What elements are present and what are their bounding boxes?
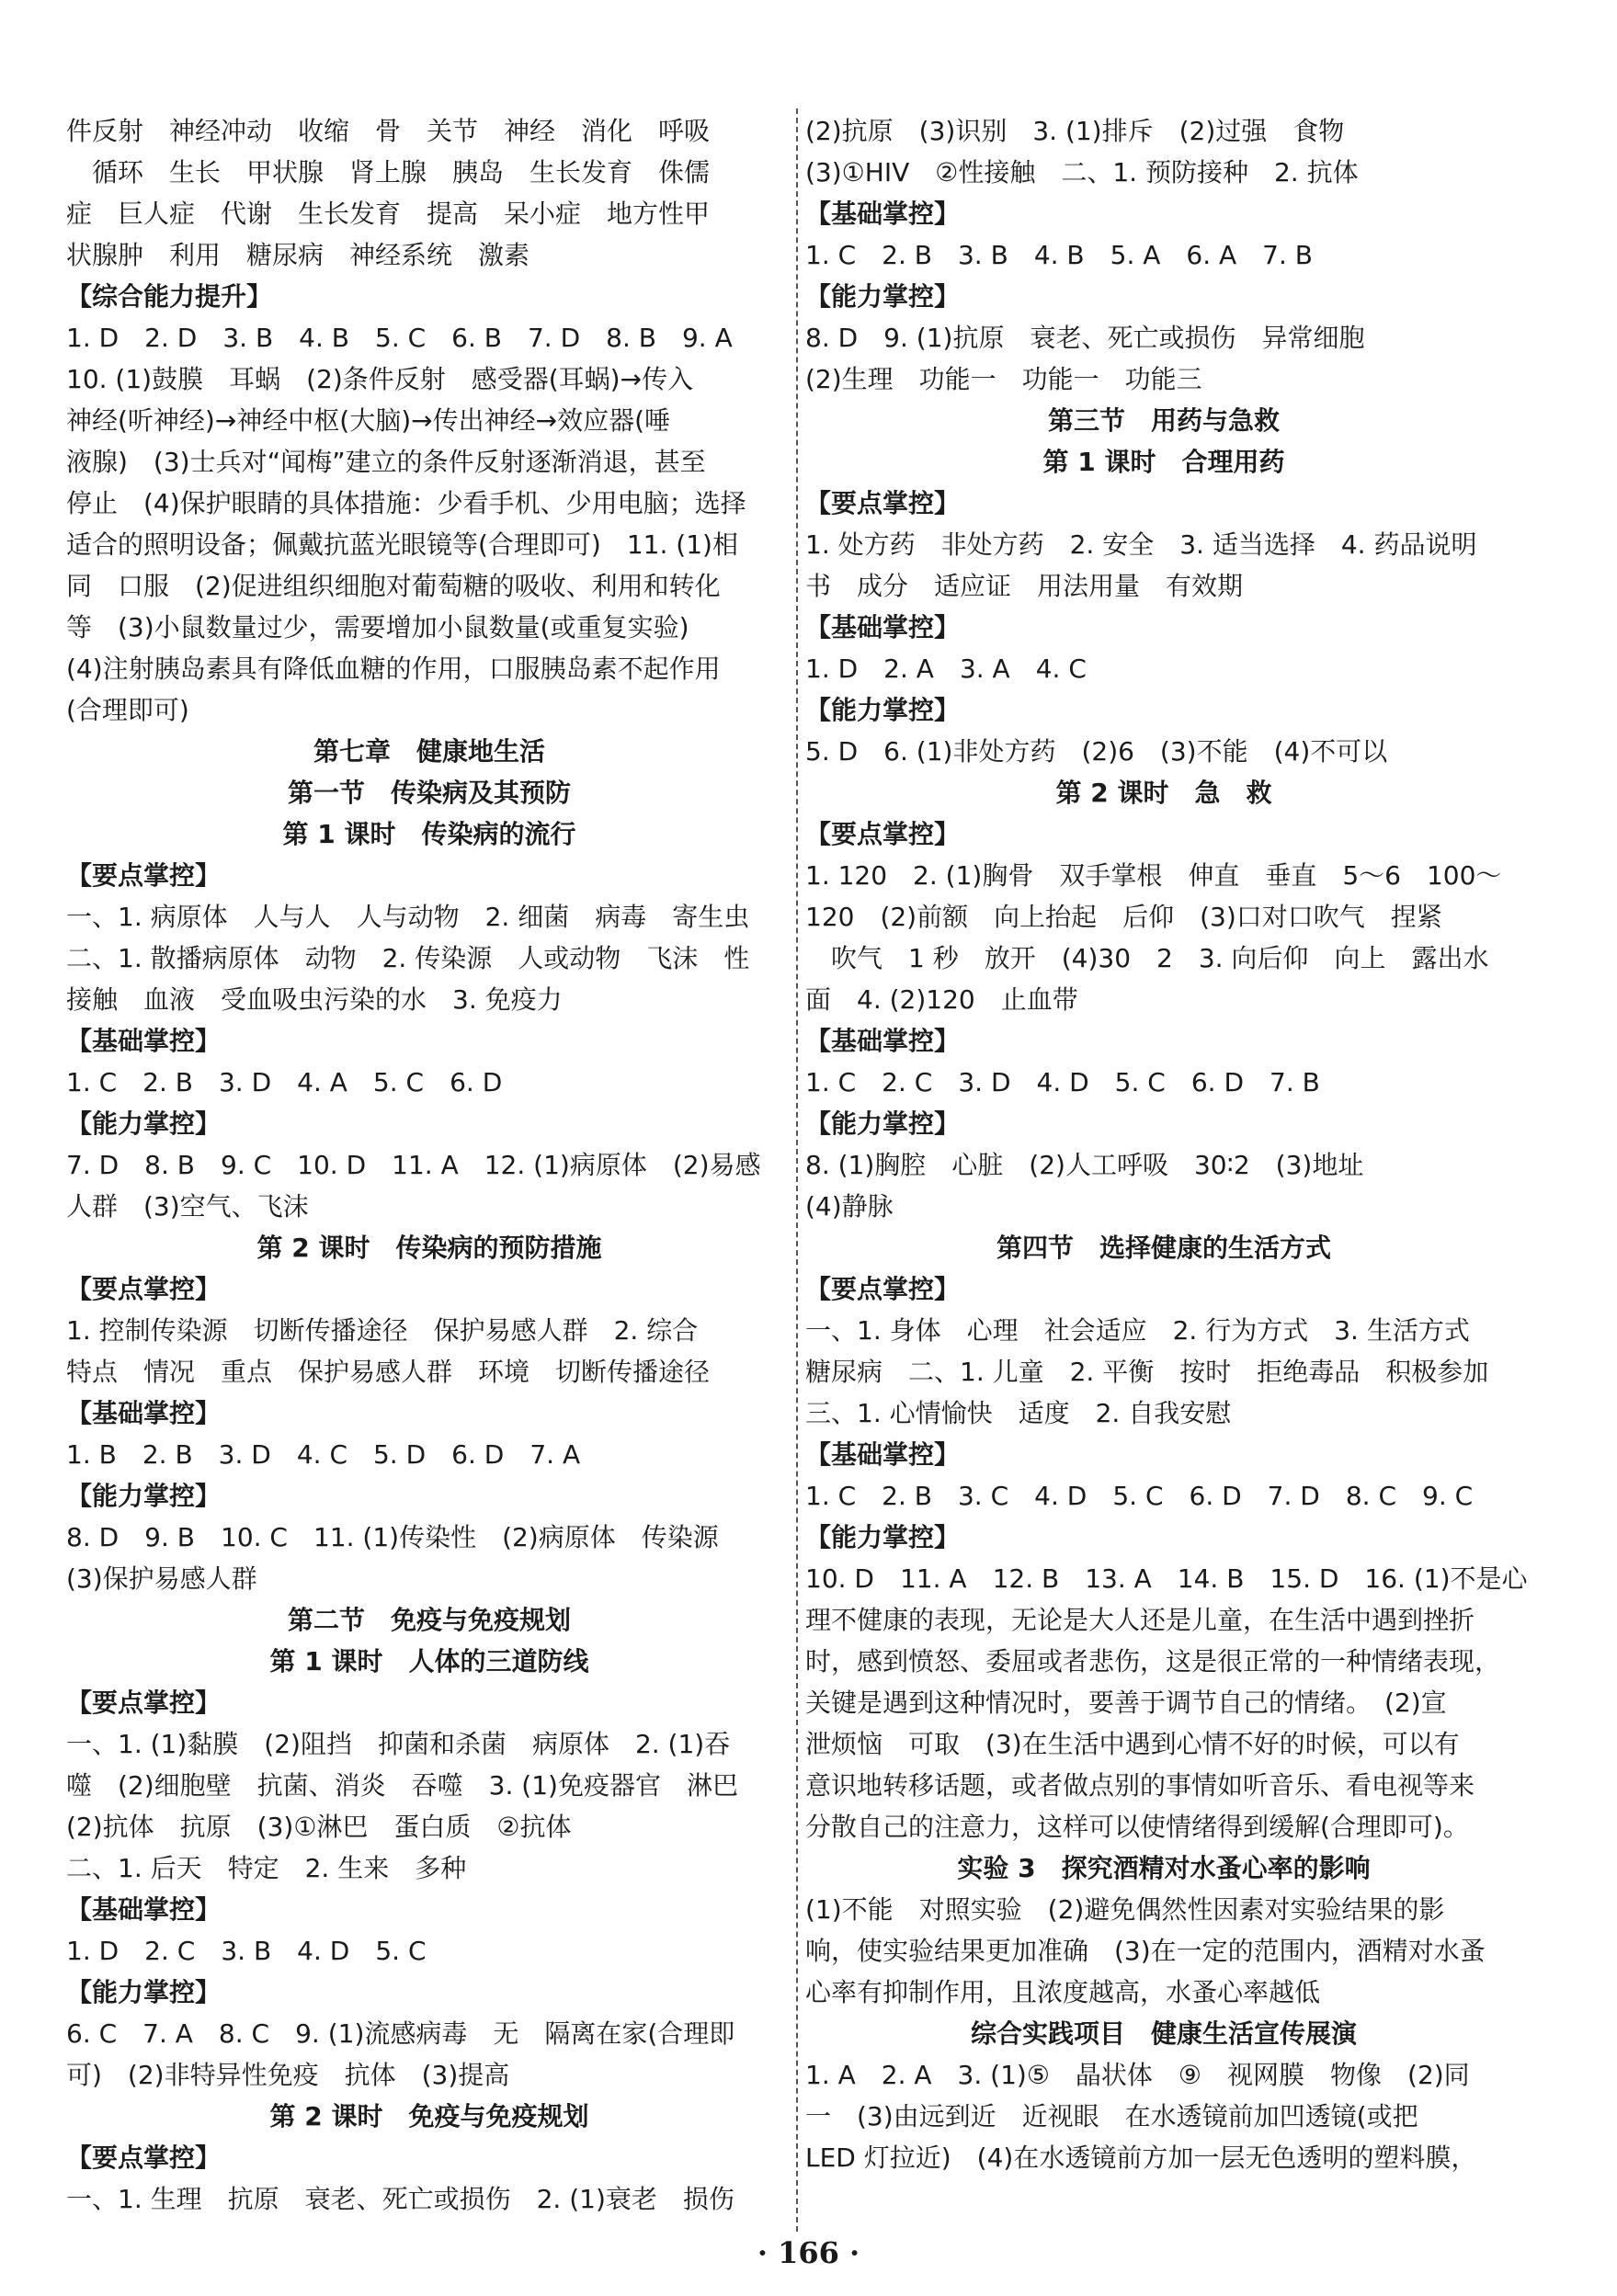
answer-line: 面 4. (2)120 止血带 — [805, 984, 1078, 1015]
answer-line: 7. D 8. B 9. C 10. D 11. A 12. (1)病原体 (2)易感 — [66, 1150, 761, 1180]
answer-line: 一、1. 病原体 人与人 人与动物 2. 细菌 病毒 寄生虫 — [66, 902, 750, 932]
block-label: 【基础掌控】 — [805, 1026, 961, 1056]
answer-line: 1. D 2. C 3. B 4. D 5. C — [66, 1936, 427, 1966]
answer-line: 吹气 1 秒 放开 (4)30 2 3. 向后仰 向上 露出水 — [805, 943, 1489, 973]
answer-line: (2)生理 功能一 功能一 功能三 — [805, 364, 1202, 394]
answer-line: 8. D 9. (1)抗原 衰老、死亡或损伤 异常细胞 — [805, 323, 1365, 353]
answer-line: 10. (1)鼓膜 耳蜗 (2)条件反射 感受器(耳蜗)→传入 — [66, 364, 694, 394]
answer-line: 症 巨人症 代谢 生长发育 提高 呆小症 地方性甲 — [66, 199, 711, 229]
right-column — [805, 110, 1528, 2178]
answer-line: 1. D 2. A 3. A 4. C — [805, 654, 1087, 684]
block-label: 【能力掌控】 — [66, 1977, 222, 2007]
answer-line: 1. D 2. D 3. B 4. B 5. C 6. B 7. D 8. B 9. A — [66, 323, 733, 353]
answer-line: 糖尿病 二、1. 儿童 2. 平衡 按时 拒绝毒品 积极参加 — [805, 1357, 1489, 1387]
block-label: 【要点掌控】 — [66, 1274, 222, 1304]
answer-line: 神经(听神经)→神经中枢(大脑)→传出神经→效应器(唾 — [66, 405, 671, 436]
answer-line: 1. C 2. B 3. D 4. A 5. C 6. D — [66, 1067, 503, 1097]
answer-line: 循环 生长 甲状腺 肾上腺 胰岛 生长发育 侏儒 — [66, 157, 711, 188]
section-heading: 综合实践项目 健康生活宣传展演 — [970, 2018, 1357, 2049]
column-divider — [796, 108, 798, 2232]
answer-line: 件反射 神经冲动 收缩 骨 关节 神经 消化 呼吸 — [66, 116, 711, 146]
answer-line: (4)静脉 — [805, 1191, 894, 1222]
block-label: 【基础掌控】 — [805, 1439, 961, 1470]
block-label: 【基础掌控】 — [805, 199, 961, 229]
section-heading: 第 2 课时 传染病的预防措施 — [256, 1233, 602, 1263]
answer-line: 同 口服 (2)促进组织细胞对葡萄糖的吸收、利用和转化 — [66, 571, 721, 601]
block-label: 【基础掌控】 — [66, 1398, 222, 1428]
answer-line: 一 (3)由远到近 近视眼 在水透镜前加凹透镜(或把 — [805, 2101, 1418, 2131]
answer-line: 二、1. 散播病原体 动物 2. 传染源 人或动物 飞沫 性 — [66, 943, 750, 973]
answer-line: 意识地转移话题，或者做点别的事情如听音乐、看电视等来 — [805, 1770, 1475, 1801]
answer-line: 一、1. 生理 抗原 衰老、死亡或损伤 2. (1)衰老 损伤 — [66, 2184, 734, 2214]
answer-line: 一、1. 身体 心理 社会适应 2. 行为方式 3. 生活方式 — [805, 1315, 1470, 1346]
answer-line: 关键是遇到这种情况时，要善于调节自己的情绪。 (2)宣 — [805, 1688, 1447, 1718]
answer-line: (1)不能 对照实验 (2)避免偶然性因素对实验结果的影 — [805, 1894, 1445, 1925]
answer-line: 1. 控制传染源 切断传播途径 保护易感人群 2. 综合 — [66, 1315, 699, 1346]
block-label: 【能力掌控】 — [805, 281, 961, 312]
answer-line: 1. A 2. A 3. (1)⑤ 晶状体 ⑨ 视网膜 物像 (2)同 — [805, 2060, 1470, 2090]
answer-line: (3)①HIV ②性接触 二、1. 预防接种 2. 抗体 — [805, 157, 1359, 188]
page-number: · 166 · — [757, 2235, 860, 2270]
answer-line: 8. (1)胸腔 心脏 (2)人工呼吸 30∶2 (3)地址 — [805, 1150, 1364, 1180]
block-label: 【能力掌控】 — [805, 695, 961, 725]
answer-line: 6. C 7. A 8. C 9. (1)流感病毒 无 隔离在家(合理即 — [66, 2018, 735, 2049]
answer-line: (4)注射胰岛素具有降低血糖的作用，口服胰岛素不起作用 — [66, 654, 721, 684]
block-label: 【基础掌控】 — [66, 1026, 222, 1056]
answer-line: (合理即可) — [66, 695, 189, 725]
answer-line: (2)抗体 抗原 (3)①淋巴 蛋白质 ②抗体 — [66, 1812, 572, 1842]
section-heading: 第三节 用药与急救 — [1047, 405, 1280, 436]
answer-line: 适合的照明设备；佩戴抗蓝光眼镜等(合理即可) 11. (1)相 — [66, 529, 738, 560]
block-label: 【要点掌控】 — [66, 2143, 222, 2173]
answer-line: 1. 120 2. (1)胸骨 双手掌根 伸直 垂直 5～6 100～ — [805, 860, 1502, 891]
answer-line: 1. 处方药 非处方药 2. 安全 3. 适当选择 4. 药品说明 — [805, 529, 1477, 560]
block-label: 【能力掌控】 — [805, 1522, 961, 1552]
left-column — [66, 110, 792, 2220]
answer-line: 心率有抑制作用，且浓度越高，水蚤心率越低 — [805, 1977, 1321, 2007]
section-heading: 第 1 课时 合理用药 — [1042, 447, 1285, 477]
answer-line: 特点 情况 重点 保护易感人群 环境 切断传播途径 — [66, 1357, 711, 1387]
answer-line: (3)保护易感人群 — [66, 1563, 257, 1594]
answer-line: 接触 血液 受血吸虫污染的水 3. 免疫力 — [66, 984, 563, 1015]
answer-line: 1. C 2. B 3. B 4. B 5. A 6. A 7. B — [805, 240, 1314, 270]
block-label: 【基础掌控】 — [805, 612, 961, 642]
block-label: 【能力掌控】 — [805, 1108, 961, 1139]
answer-line: 1. C 2. C 3. D 4. D 5. C 6. D 7. B — [805, 1067, 1320, 1097]
section-heading: 第 2 课时 急 救 — [1055, 778, 1272, 808]
answer-line: (2)抗原 (3)识别 3. (1)排斥 (2)过强 食物 — [805, 116, 1345, 146]
block-label: 【要点掌控】 — [805, 819, 961, 849]
answer-line: 响，使实验结果更加准确 (3)在一定的范围内，酒精对水蚤 — [805, 1936, 1486, 1966]
answer-line: 1. C 2. B 3. C 4. D 5. C 6. D 7. D 8. C 9. C — [805, 1481, 1474, 1511]
answer-line: 等 (3)小鼠数量过少，需要增加小鼠数量(或重复实验) — [66, 612, 689, 642]
section-heading: 第二节 免疫与免疫规划 — [287, 1605, 571, 1635]
section-heading: 第 2 课时 免疫与免疫规划 — [269, 2101, 589, 2131]
block-label: 【要点掌控】 — [805, 488, 961, 518]
answer-line: 理不健康的表现，无论是大人还是儿童，在生活中遇到挫折 — [805, 1605, 1475, 1635]
block-label: 【要点掌控】 — [66, 1688, 222, 1718]
answer-line: 5. D 6. (1)非处方药 (2)6 (3)不能 (4)不可以 — [805, 736, 1388, 767]
answer-line: 噬 (2)细胞壁 抗菌、消炎 吞噬 3. (1)免疫器官 淋巴 — [66, 1770, 738, 1801]
section-heading: 第一节 传染病及其预防 — [287, 778, 571, 808]
block-label: 【能力掌控】 — [66, 1481, 222, 1511]
block-label: 【要点掌控】 — [805, 1274, 961, 1304]
block-label: 【基础掌控】 — [66, 1894, 222, 1925]
section-heading: 实验 3 探究酒精对水蚤心率的影响 — [957, 1853, 1371, 1883]
answer-line: 分散自己的注意力，这样可以使情绪得到缓解(合理即可)。 — [805, 1812, 1469, 1842]
answer-line: LED 灯拉近) (4)在水透镜前方加一层无色透明的塑料膜， — [805, 2143, 1477, 2173]
block-label: 【综合能力提升】 — [66, 281, 273, 312]
answer-line: 状腺肿 利用 糖尿病 神经系统 激素 — [66, 240, 530, 270]
answer-line: 时，感到愤怒、委屈或者悲伤，这是很正常的一种情绪表现， — [805, 1646, 1501, 1677]
answer-line: 二、1. 后天 特定 2. 生来 多种 — [66, 1853, 467, 1883]
answer-line: 可) (2)非特异性免疫 抗体 (3)提高 — [66, 2060, 510, 2090]
section-heading: 第 1 课时 传染病的流行 — [282, 819, 576, 849]
answer-line: 液腺) (3)士兵对“闻梅”建立的条件反射逐渐消退，甚至 — [66, 447, 706, 477]
answer-line: 人群 (3)空气、飞沫 — [66, 1191, 309, 1222]
answer-line: 停止 (4)保护眼睛的具体措施：少看手机、少用电脑；选择 — [66, 488, 746, 518]
answer-line: 一、1. (1)黏膜 (2)阻挡 抑菌和杀菌 病原体 2. (1)吞 — [66, 1729, 731, 1759]
block-label: 【要点掌控】 — [66, 860, 222, 891]
answer-line: 泄烦恼 可取 (3)在生活中遇到心情不好的时候，可以有 — [805, 1729, 1460, 1759]
section-heading: 第 1 课时 人体的三道防线 — [269, 1646, 589, 1677]
answer-line: 1. B 2. B 3. D 4. C 5. D 6. D 7. A — [66, 1439, 581, 1470]
answer-line: 三、1. 心情愉快 适度 2. 自我安慰 — [805, 1398, 1232, 1428]
answer-line: 120 (2)前额 向上抬起 后仰 (3)口对口吹气 捏紧 — [805, 902, 1442, 932]
answer-line: 8. D 9. B 10. C 11. (1)传染性 (2)病原体 传染源 — [66, 1522, 719, 1552]
section-heading: 第四节 选择健康的生活方式 — [996, 1233, 1331, 1263]
section-heading: 第七章 健康地生活 — [313, 736, 545, 767]
answer-line: 书 成分 适应证 用法用量 有效期 — [805, 571, 1244, 601]
answer-line: 10. D 11. A 12. B 13. A 14. B 15. D 16. (1)不是心 — [805, 1563, 1528, 1594]
block-label: 【能力掌控】 — [66, 1108, 222, 1139]
